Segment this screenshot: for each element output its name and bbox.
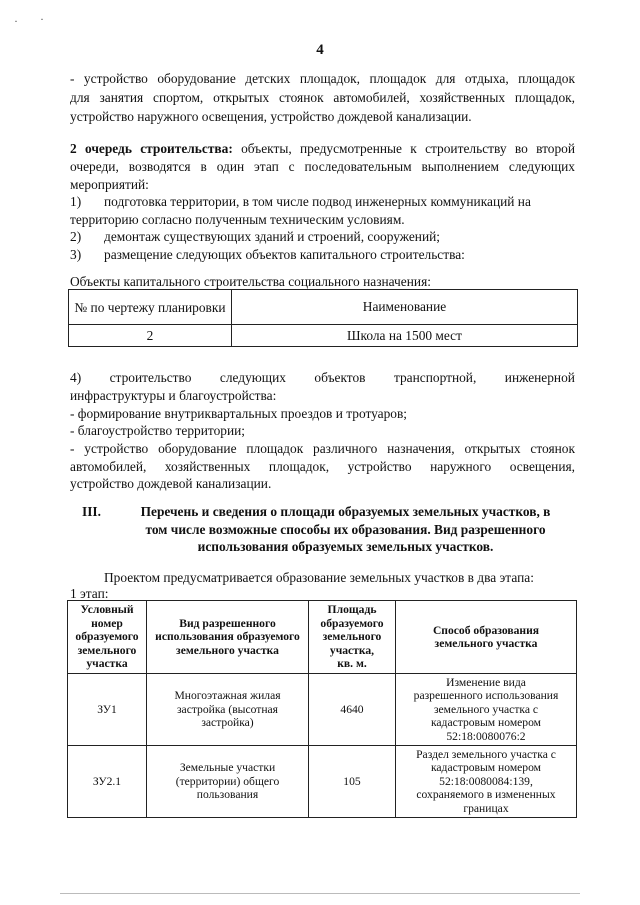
list-text: размещение следующих объектов капитального строительства: [104, 247, 465, 262]
list-item [70, 228, 575, 245]
social-objects-table [68, 289, 578, 347]
list-number: 1) [70, 194, 82, 209]
list-text: демонтаж существующих зданий и строений, сооружений; [104, 229, 441, 244]
table-row [69, 325, 578, 347]
list-number: 2) [70, 229, 82, 244]
section-number: III. [82, 504, 101, 519]
paragraph-line: - устройство оборудование площадок различного назначения, открытых стоянок [70, 441, 575, 456]
table-cell: ЗУ1 [68, 674, 147, 746]
section-title-line: Перечень и сведения о площади образуемых земельных участков, в [140, 504, 551, 519]
paragraph-line: Проектом предусматривается образование земельных участков в два этапа: [104, 570, 534, 585]
paragraph-line: для занятия спортом, открытых стоянок автомобилей, хозяйственных площадок, [70, 90, 575, 105]
paragraph-line [70, 140, 575, 157]
table-cell: ЗУ2.1 [68, 746, 147, 818]
page-number: 4 [316, 42, 324, 58]
stage-heading: 2 очередь строительства: [70, 141, 233, 156]
table-cell: Земельные участки (территории) общего пользования [147, 746, 309, 818]
list-item [70, 211, 575, 228]
table-cell: Изменение вида разрешенного использования земельного участка с кадастровым номером 52:18:0080076:2 [396, 674, 577, 746]
paragraph-line: устройство наружного освещения, устройство дождевой канализации. [70, 109, 472, 124]
section-title-line: том числе возможные способы их образования. Вид разрешенного [145, 521, 546, 537]
list-word: следующих [219, 370, 286, 385]
paragraph-line: автомобилей, хозяйственных площадок, устройство наружного освещения, [70, 459, 575, 474]
list-word: инженерной [504, 370, 575, 385]
list-word: транспортной, [393, 370, 477, 385]
list-text: территорию согласно полученным техническим условиям. [70, 212, 405, 227]
list-word: строительство [109, 370, 192, 385]
list-item [70, 193, 575, 210]
paragraph-line: мероприятий: [70, 177, 149, 192]
list-text: подготовка территории, в том числе подвод инженерных коммуникаций на [104, 194, 531, 209]
list-item [70, 369, 575, 386]
section-heading [70, 503, 575, 559]
table-caption: Объекты капитального строительства социального назначения: [70, 274, 431, 289]
table-cell: 105 [309, 746, 396, 818]
list-word: объектов [314, 370, 366, 385]
table-cell: 2 [69, 325, 232, 347]
list-number: 4) [70, 370, 82, 385]
paragraph-line: - устройство оборудование детских площадок, площадок для отдыха, площадок [70, 71, 575, 86]
land-plots-table [67, 600, 577, 818]
stage-label: 1 этап: [70, 586, 109, 601]
list-item [70, 246, 575, 263]
table-header-cell: Наименование [232, 290, 578, 325]
paragraph-text: объекты, предусмотренные к строительству во второй [232, 141, 575, 156]
table-row [68, 746, 577, 818]
page-bottom-rule [60, 893, 580, 894]
section-title-line: использования образуемых земельных участков. [197, 539, 494, 554]
paragraph-line: - благоустройство территории; [70, 423, 246, 438]
paragraph-line: очереди, возводятся в один этап с последовательным выполнением следующих [70, 159, 575, 174]
table-cell: Школа на 1500 мест [232, 325, 578, 347]
table-header-cell: Вид разрешенного использования образуемого земельного участка [147, 601, 309, 674]
table-header-cell: Способ образования земельного участка [396, 601, 577, 674]
table-header-cell: Условный номер образуемого земельного участка [68, 601, 147, 674]
table-cell: 4640 [309, 674, 396, 746]
table-row [68, 674, 577, 746]
table-cell: Раздел земельного участка с кадастровым номером 52:18:0080084:139, сохраняемого в измененных границах [396, 746, 577, 818]
paragraph-line: инфраструктуры и благоустройства: [70, 388, 277, 403]
corner-mark: · [14, 14, 18, 28]
table-header-cell: Площадь образуемого земельного участка, кв. м. [309, 601, 396, 674]
list-number: 3) [70, 247, 82, 262]
corner-mark: · [40, 12, 44, 26]
paragraph-line: - формирование внутриквартальных проездов и тротуаров; [70, 406, 408, 421]
table-header-cell: № по чертежу планировки [69, 290, 232, 325]
paragraph-line: устройство дождевой канализации. [70, 476, 272, 491]
table-cell: Многоэтажная жилая застройка (высотная застройка) [147, 674, 309, 746]
